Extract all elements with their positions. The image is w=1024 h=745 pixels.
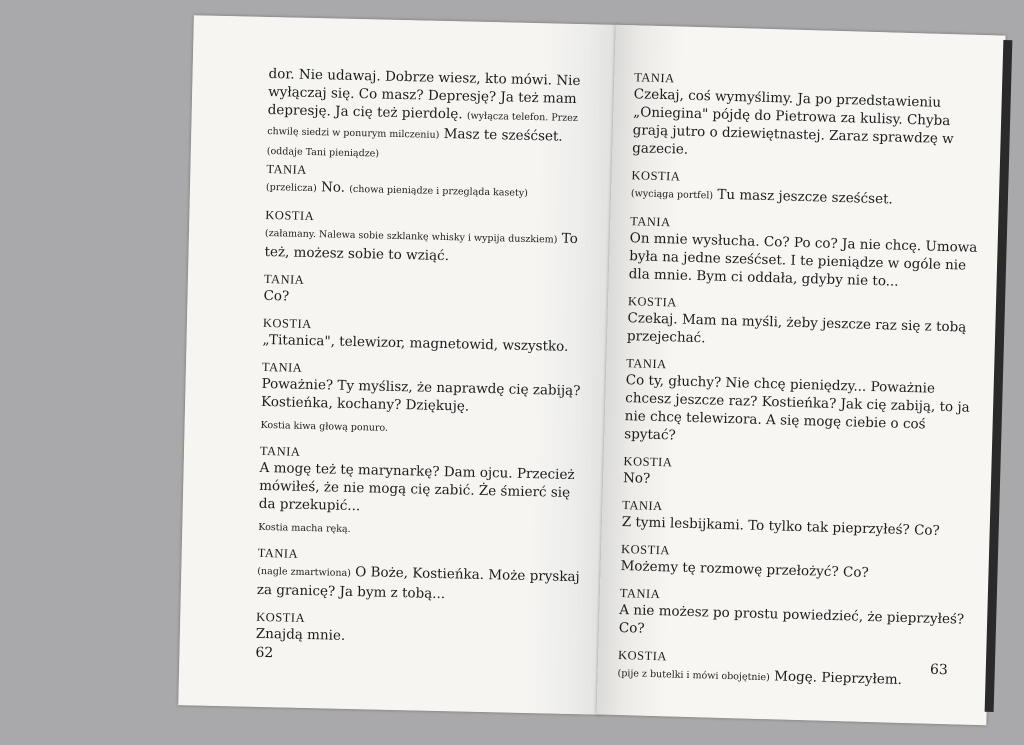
speaker-name: KOSTIA [256,609,306,625]
speaker-name: KOSTIA [623,454,673,470]
spoken-text: No. [316,179,350,196]
dialogue-block [264,207,595,268]
dialogue-line [257,561,588,606]
stage-direction: (wyłącza telefon. Przez chwilę siedzi w ponurym milczeniu) [267,110,578,141]
stage-direction: (nagle zmartwiona) [257,565,352,579]
dialogue-line [259,459,590,520]
dialogue-line [632,85,990,167]
dialogue-block [628,213,986,293]
dialogue-block [617,647,974,693]
dialogue-line [264,223,595,268]
stage-note: Kostia macha ręką. [258,521,351,535]
speaker-name: TANIA [266,161,307,177]
speaker-name: KOSTIA [617,648,668,664]
dialogue-line [261,375,592,418]
opening-line: dor. Nie udawaj. Dobrze wiesz, kto mówi. Nie wyłączaj się. Co masz? Depresję? Ja też mam depresję. Ja cię też pierdolę. [267,65,581,123]
stage-direction: (przelicza) [265,181,317,195]
speaker-name: TANIA [630,214,671,230]
stage-direction: (załamany. Nalewa sobie szklankę whisky i wypija duszkiem) [264,227,558,246]
spoken-text: „Titanica", telewizor, magnetowid, wszystko. [262,331,569,355]
stage-note: Kostia kiwa głową ponuro. [260,419,389,434]
spoken-text: Z tymi lesbijkami. To tylko tak pieprzyłeś? Co? [621,514,940,539]
speaker-name: KOSTIA [620,542,671,558]
dialogue-block [632,69,990,167]
dialogue-block [622,497,979,541]
dialogue-block [623,453,980,497]
speaker-name: KOSTIA [265,207,315,224]
speaker-name: TANIA [263,271,305,287]
dialogue-line [628,229,985,293]
speaker-name: TANIA [257,545,299,561]
stage-direction: (pije z butelki i mówi obojętnie) [617,667,770,684]
dialogue-line [624,371,982,453]
dialogue-block [262,315,593,356]
dialogue-block [620,541,977,585]
spoken-text: Co? [263,287,290,305]
dialogue-block [266,161,597,204]
speaker-name: TANIA [626,356,667,372]
spoken-text: Tu masz jeszcze sześćset. [712,186,894,208]
spoken-text: A mogę też tę marynarkę? Dam ojcu. Przecież mówiłeś, że nie mogą cię zabić. Że śmierć się da przekupić... [258,459,575,515]
dialogue-block [257,545,588,606]
spoken-text: Czekaj, coś wymyślimy. Ja po przedstawieniu „Oniegina" pójdę do Pietrowa za kulisy. Chyba grają jutro o dziewiętnastej. Zaraz sprawdzę w gazecie. [632,86,954,158]
stage-direction: (wyciąga portfel) [630,188,714,202]
right-page [596,25,1005,726]
dialogue-block [263,271,594,312]
speaker-name: KOSTIA [631,168,681,184]
left-page-text [255,65,598,660]
spoken-text: A nie możesz po prostu powiedzieć, że pieprzyłeś? Co? [618,602,965,637]
speaker-name: TANIA [619,586,661,602]
spoken-text: Możemy tę rozmowę przełożyć? Co? [620,558,869,581]
page-number-right: 63 [929,661,949,679]
opening-line: Masz te sześćset. [439,125,563,145]
stage-direction: (oddaje Tani pieniądze) [266,145,380,160]
spoken-text: O Boże, Kostieńka. Może pryskaj za granicę? Ja bym z tobą... [256,563,580,603]
dialogue-block [631,167,988,213]
spoken-text: No? [622,470,651,487]
spoken-text: Co ty, głuchy? Nie chcę pieniędzy... Poważnie chcesz jeszcze raz? Kostieńka? Jak cię zabiją, to ja nie chcę telewizora. A się mogę ciebie o coś spytać? [624,372,970,444]
dialogue-block [260,359,592,440]
dialogue-block [258,443,590,542]
speaker-name: KOSTIA [262,315,312,332]
dialogue-block [256,609,587,650]
spoken-text: Poważnie? Ty myślisz, że naprawdę cię zabiją? Kostieńka, kochany? Dziękuję. [260,375,581,415]
stage-direction: (chowa pieniądze i przegląda kasety) [349,183,529,199]
left-dialogue [256,161,597,650]
spoken-text: Mogę. Pieprzyłem. [769,668,903,688]
spoken-text: On mnie wysłucha. Co? Po co? Ja nie chcę. Umowa była na jedne sześćset. I te pieniądze w ogóle nie dla mnie. Bym ci oddała, gdyby nie to... [628,230,978,290]
speaker-name: TANIA [622,498,663,514]
right-page-text [617,69,990,703]
dialogue-block [627,293,984,355]
speaker-name: TANIA [634,70,675,86]
speaker-name: TANIA [259,443,301,459]
dialogue-block [624,355,982,453]
speaker-name: KOSTIA [627,294,678,310]
spoken-text: Czekaj. Mam na myśli, żeby jeszcze raz się z tobą przejechać. [626,310,967,347]
left-page [178,15,618,714]
spoken-text: Znajdą mnie. [255,625,346,644]
opening-passage [267,65,599,168]
speaker-name: TANIA [261,359,303,375]
spoken-text: To też, możesz sobie to wziąć. [264,230,579,265]
right-dialogue [617,69,990,693]
dialogue-block [619,585,976,647]
page-number-left: 62 [255,644,274,662]
